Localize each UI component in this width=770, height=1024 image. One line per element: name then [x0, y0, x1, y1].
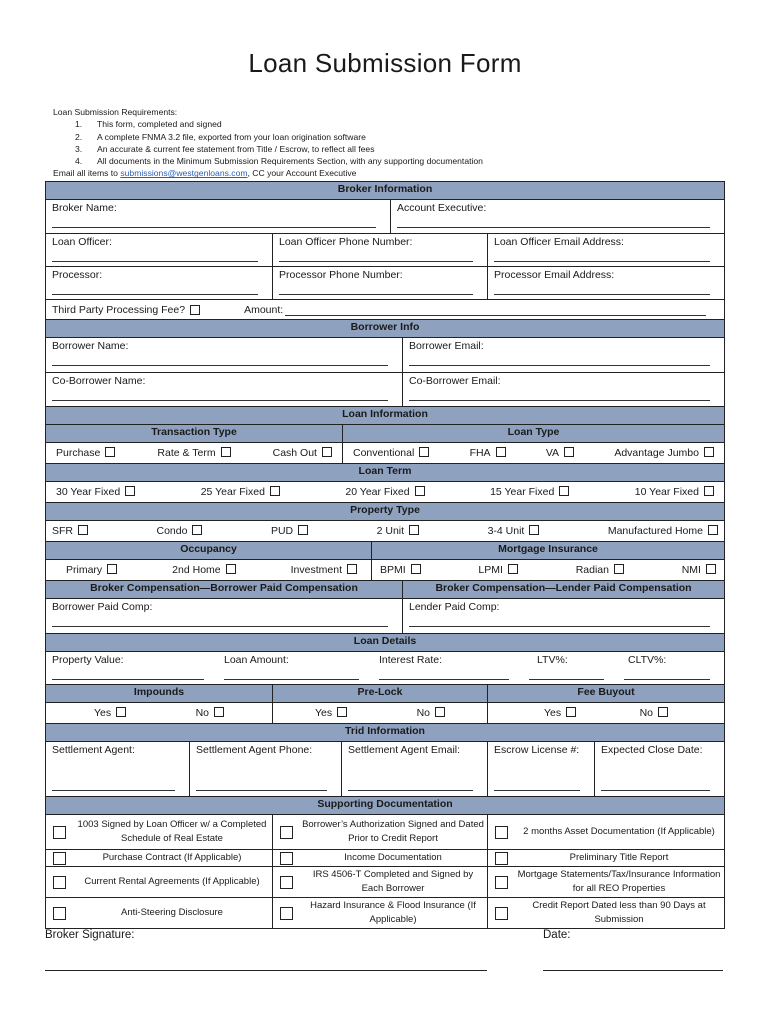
escrow-license-label: Escrow License #:: [494, 744, 580, 756]
borrower-name-field[interactable]: [46, 338, 402, 372]
option-2nd-home[interactable]: 2nd Home: [172, 564, 235, 576]
section-header-loan-info: Loan Information: [46, 407, 724, 424]
impounds-options: [46, 703, 272, 723]
option-15-year[interactable]: 15 Year Fixed: [490, 486, 569, 498]
tpp-fee-checkbox[interactable]: [190, 305, 200, 315]
doc-checkbox[interactable]: [53, 876, 66, 889]
req-text: All documents in the Minimum Submission Requirements Section, with any supporting documentation: [97, 156, 483, 167]
date-label: Date:: [543, 929, 571, 941]
loan-form: [45, 181, 725, 929]
settlement-agent-field[interactable]: [46, 742, 189, 796]
doc-checkbox[interactable]: [280, 876, 293, 889]
borrower-email-field[interactable]: [402, 338, 724, 372]
option-pud[interactable]: PUD: [271, 525, 308, 537]
section-header-broker: Broker Information: [46, 182, 724, 199]
processor-field[interactable]: [46, 267, 272, 299]
close-date-label: Expected Close Date:: [601, 744, 703, 756]
lo-phone-field[interactable]: [272, 234, 487, 266]
section-header-docs: Supporting Documentation: [46, 797, 724, 814]
doc-checkbox[interactable]: [280, 907, 293, 920]
agent-email-field[interactable]: [341, 742, 487, 796]
borrower-name-label: Borrower Name:: [52, 340, 129, 352]
req-text: This form, completed and signed: [97, 119, 222, 130]
doc-label: Purchase Contract (If Applicable): [102, 852, 242, 863]
option-bpmi[interactable]: BPMI: [380, 564, 421, 576]
agent-email-label: Settlement Agent Email:: [348, 744, 461, 756]
lo-email-label: Loan Officer Email Address:: [494, 236, 624, 248]
option-conventional[interactable]: Conventional: [353, 447, 429, 459]
req-text: An accurate & current fee statement from Title / Escrow, to reflect all fees: [97, 143, 375, 154]
mi-options: [371, 560, 724, 580]
prelock-no[interactable]: No: [417, 707, 445, 719]
processor-email-field[interactable]: [487, 267, 724, 299]
loan-amount-field[interactable]: [218, 652, 373, 684]
prelock-options: [272, 703, 487, 723]
date-field[interactable]: [543, 970, 723, 971]
account-executive-field[interactable]: [390, 200, 724, 233]
option-primary[interactable]: Primary: [66, 564, 117, 576]
occupancy-options: [46, 560, 371, 580]
option-investment[interactable]: Investment: [291, 564, 357, 576]
doc-checkbox[interactable]: [280, 852, 293, 865]
option-va[interactable]: VA: [546, 447, 574, 459]
option-2-unit[interactable]: 2 Unit: [377, 525, 419, 537]
req-num: 4.: [75, 156, 83, 167]
loan-amount-label: Loan Amount:: [224, 654, 289, 666]
option-sfr[interactable]: SFR: [52, 525, 88, 537]
doc-checkbox[interactable]: [495, 852, 508, 865]
account-executive-label: Account Executive:: [397, 202, 487, 214]
lo-phone-label: Loan Officer Phone Number:: [279, 236, 413, 248]
submission-email-link[interactable]: submissions@westgenloans.com: [120, 168, 248, 179]
doc-label: IRS 4506-T Completed and Signed by Each Borrower: [312, 869, 474, 894]
processor-phone-field[interactable]: [272, 267, 487, 299]
doc-label: Income Documentation: [344, 852, 442, 863]
impounds-header: Impounds: [46, 685, 272, 702]
req-num: 3.: [75, 143, 83, 154]
processor-label: Processor:: [52, 269, 103, 281]
doc-label: 2 months Asset Documentation (If Applicable): [523, 826, 715, 837]
bpc-header: Broker Compensation—Borrower Paid Compensation: [46, 581, 402, 598]
bpc-label: Borrower Paid Comp:: [52, 601, 153, 613]
page-title: Loan Submission Form: [248, 48, 522, 78]
doc-label: Borrower’s Authorization Signed and Dated Prior to Credit Report: [302, 819, 484, 844]
doc-label: Current Rental Agreements (If Applicable): [84, 876, 260, 887]
transaction-type-options: [46, 443, 342, 463]
option-lpmi[interactable]: LPMI: [478, 564, 518, 576]
broker-signature-label: Broker Signature:: [45, 929, 135, 941]
interest-rate-field[interactable]: [373, 652, 523, 684]
agent-phone-field[interactable]: [189, 742, 341, 796]
close-date-field[interactable]: [594, 742, 724, 796]
option-cash-out[interactable]: Cash Out: [273, 447, 332, 459]
loan-term-header: Loan Term: [46, 464, 724, 481]
option-20-year[interactable]: 20 Year Fixed: [345, 486, 424, 498]
section-header-trid: Trid Information: [46, 724, 724, 741]
prelock-yes[interactable]: Yes: [315, 707, 347, 719]
req-text: A complete FNMA 3.2 file, exported from your loan origination software: [97, 131, 366, 142]
broker-name-field[interactable]: [46, 200, 390, 233]
tpp-fee-row: [46, 300, 724, 319]
fee-buyout-no[interactable]: No: [640, 707, 668, 719]
property-type-header: Property Type: [46, 503, 724, 520]
loan-type-header: Loan Type: [342, 425, 724, 442]
impounds-no[interactable]: No: [196, 707, 224, 719]
processor-phone-label: Processor Phone Number:: [279, 269, 403, 281]
option-advantage-jumbo[interactable]: Advantage Jumbo: [614, 447, 714, 459]
option-purchase[interactable]: Purchase: [56, 447, 115, 459]
option-condo[interactable]: Condo: [157, 525, 203, 537]
cltv-field[interactable]: [618, 652, 724, 684]
email-instructions: [53, 167, 483, 179]
option-radian[interactable]: Radian: [576, 564, 624, 576]
email-suffix: , CC your Account Executive: [247, 168, 357, 179]
doc-label: Mortgage Statements/Tax/Insurance Information for all REO Properties: [517, 869, 721, 894]
fee-buyout-header: Fee Buyout: [487, 685, 724, 702]
loan-term-options: [46, 482, 724, 502]
section-header-borrower: Borrower Info: [46, 320, 724, 337]
ltv-label: LTV%:: [537, 654, 568, 666]
loan-officer-label: Loan Officer:: [52, 236, 112, 248]
amount-field[interactable]: [285, 304, 706, 316]
req-num: 2.: [75, 131, 83, 142]
lpc-label: Lender Paid Comp:: [409, 601, 500, 613]
property-value-label: Property Value:: [52, 654, 124, 666]
requirements-heading: Loan Submission Requirements:: [53, 107, 178, 117]
borrower-email-label: Borrower Email:: [409, 340, 484, 352]
doc-checkbox[interactable]: [495, 907, 508, 920]
co-borrower-name-field[interactable]: [46, 373, 402, 406]
requirements-list: [53, 106, 483, 180]
cltv-label: CLTV%:: [628, 654, 667, 666]
interest-rate-label: Interest Rate:: [379, 654, 443, 666]
doc-label: 1003 Signed by Loan Officer w/ a Completed Schedule of Real Estate: [77, 819, 267, 844]
loan-type-options: [342, 443, 724, 463]
fee-buyout-options: [487, 703, 724, 723]
tpp-fee-label: Third Party Processing Fee?: [52, 303, 186, 316]
settlement-agent-label: Settlement Agent:: [52, 744, 135, 756]
bpc-field[interactable]: [46, 599, 402, 633]
impounds-yes[interactable]: Yes: [94, 707, 126, 719]
co-borrower-email-field[interactable]: [402, 373, 724, 406]
req-num: 1.: [75, 119, 83, 130]
agent-phone-label: Settlement Agent Phone:: [196, 744, 313, 756]
transaction-type-header: Transaction Type: [46, 425, 342, 442]
lpc-header: Broker Compensation—Lender Paid Compensation: [402, 581, 724, 598]
doc-label: Anti-Steering Disclosure: [121, 907, 223, 918]
processor-email-label: Processor Email Address:: [494, 269, 615, 281]
option-nmi[interactable]: NMI: [682, 564, 716, 576]
fee-buyout-yes[interactable]: Yes: [544, 707, 576, 719]
section-header-loan-details: Loan Details: [46, 634, 724, 651]
occupancy-header: Occupancy: [46, 542, 371, 559]
property-type-options: [46, 521, 724, 541]
co-borrower-email-label: Co-Borrower Email:: [409, 375, 501, 387]
lpc-field[interactable]: [402, 599, 724, 633]
doc-checkbox[interactable]: [53, 826, 66, 839]
lo-email-field[interactable]: [487, 234, 724, 266]
option-manufactured-home[interactable]: Manufactured Home: [608, 525, 718, 537]
co-borrower-name-label: Co-Borrower Name:: [52, 375, 146, 387]
broker-signature-field[interactable]: [45, 970, 487, 971]
ltv-field[interactable]: [523, 652, 618, 684]
doc-label: Credit Report Dated less than 90 Days at Submission: [532, 900, 706, 925]
option-10-year[interactable]: 10 Year Fixed: [635, 486, 714, 498]
amount-label: Amount:: [244, 303, 284, 316]
doc-checkbox[interactable]: [280, 826, 293, 839]
option-30-year[interactable]: 30 Year Fixed: [56, 486, 135, 498]
doc-checkbox[interactable]: [53, 907, 66, 920]
loan-officer-field[interactable]: [46, 234, 272, 266]
prelock-header: Pre-Lock: [272, 685, 487, 702]
doc-checkbox[interactable]: [53, 852, 66, 865]
property-value-field[interactable]: [46, 652, 218, 684]
option-rate-term[interactable]: Rate & Term: [157, 447, 230, 459]
escrow-license-field[interactable]: [487, 742, 594, 796]
doc-label: Hazard Insurance & Flood Insurance (If Applicable): [310, 900, 476, 925]
doc-label: Preliminary Title Report: [569, 852, 669, 863]
option-3-4-unit[interactable]: 3-4 Unit: [488, 525, 540, 537]
doc-checkbox[interactable]: [495, 826, 508, 839]
doc-checkbox[interactable]: [495, 876, 508, 889]
option-25-year[interactable]: 25 Year Fixed: [201, 486, 280, 498]
broker-name-label: Broker Name:: [52, 202, 117, 214]
option-fha[interactable]: FHA: [470, 447, 506, 459]
mortgage-insurance-header: Mortgage Insurance: [371, 542, 724, 559]
email-prefix: Email all items to: [53, 168, 121, 179]
